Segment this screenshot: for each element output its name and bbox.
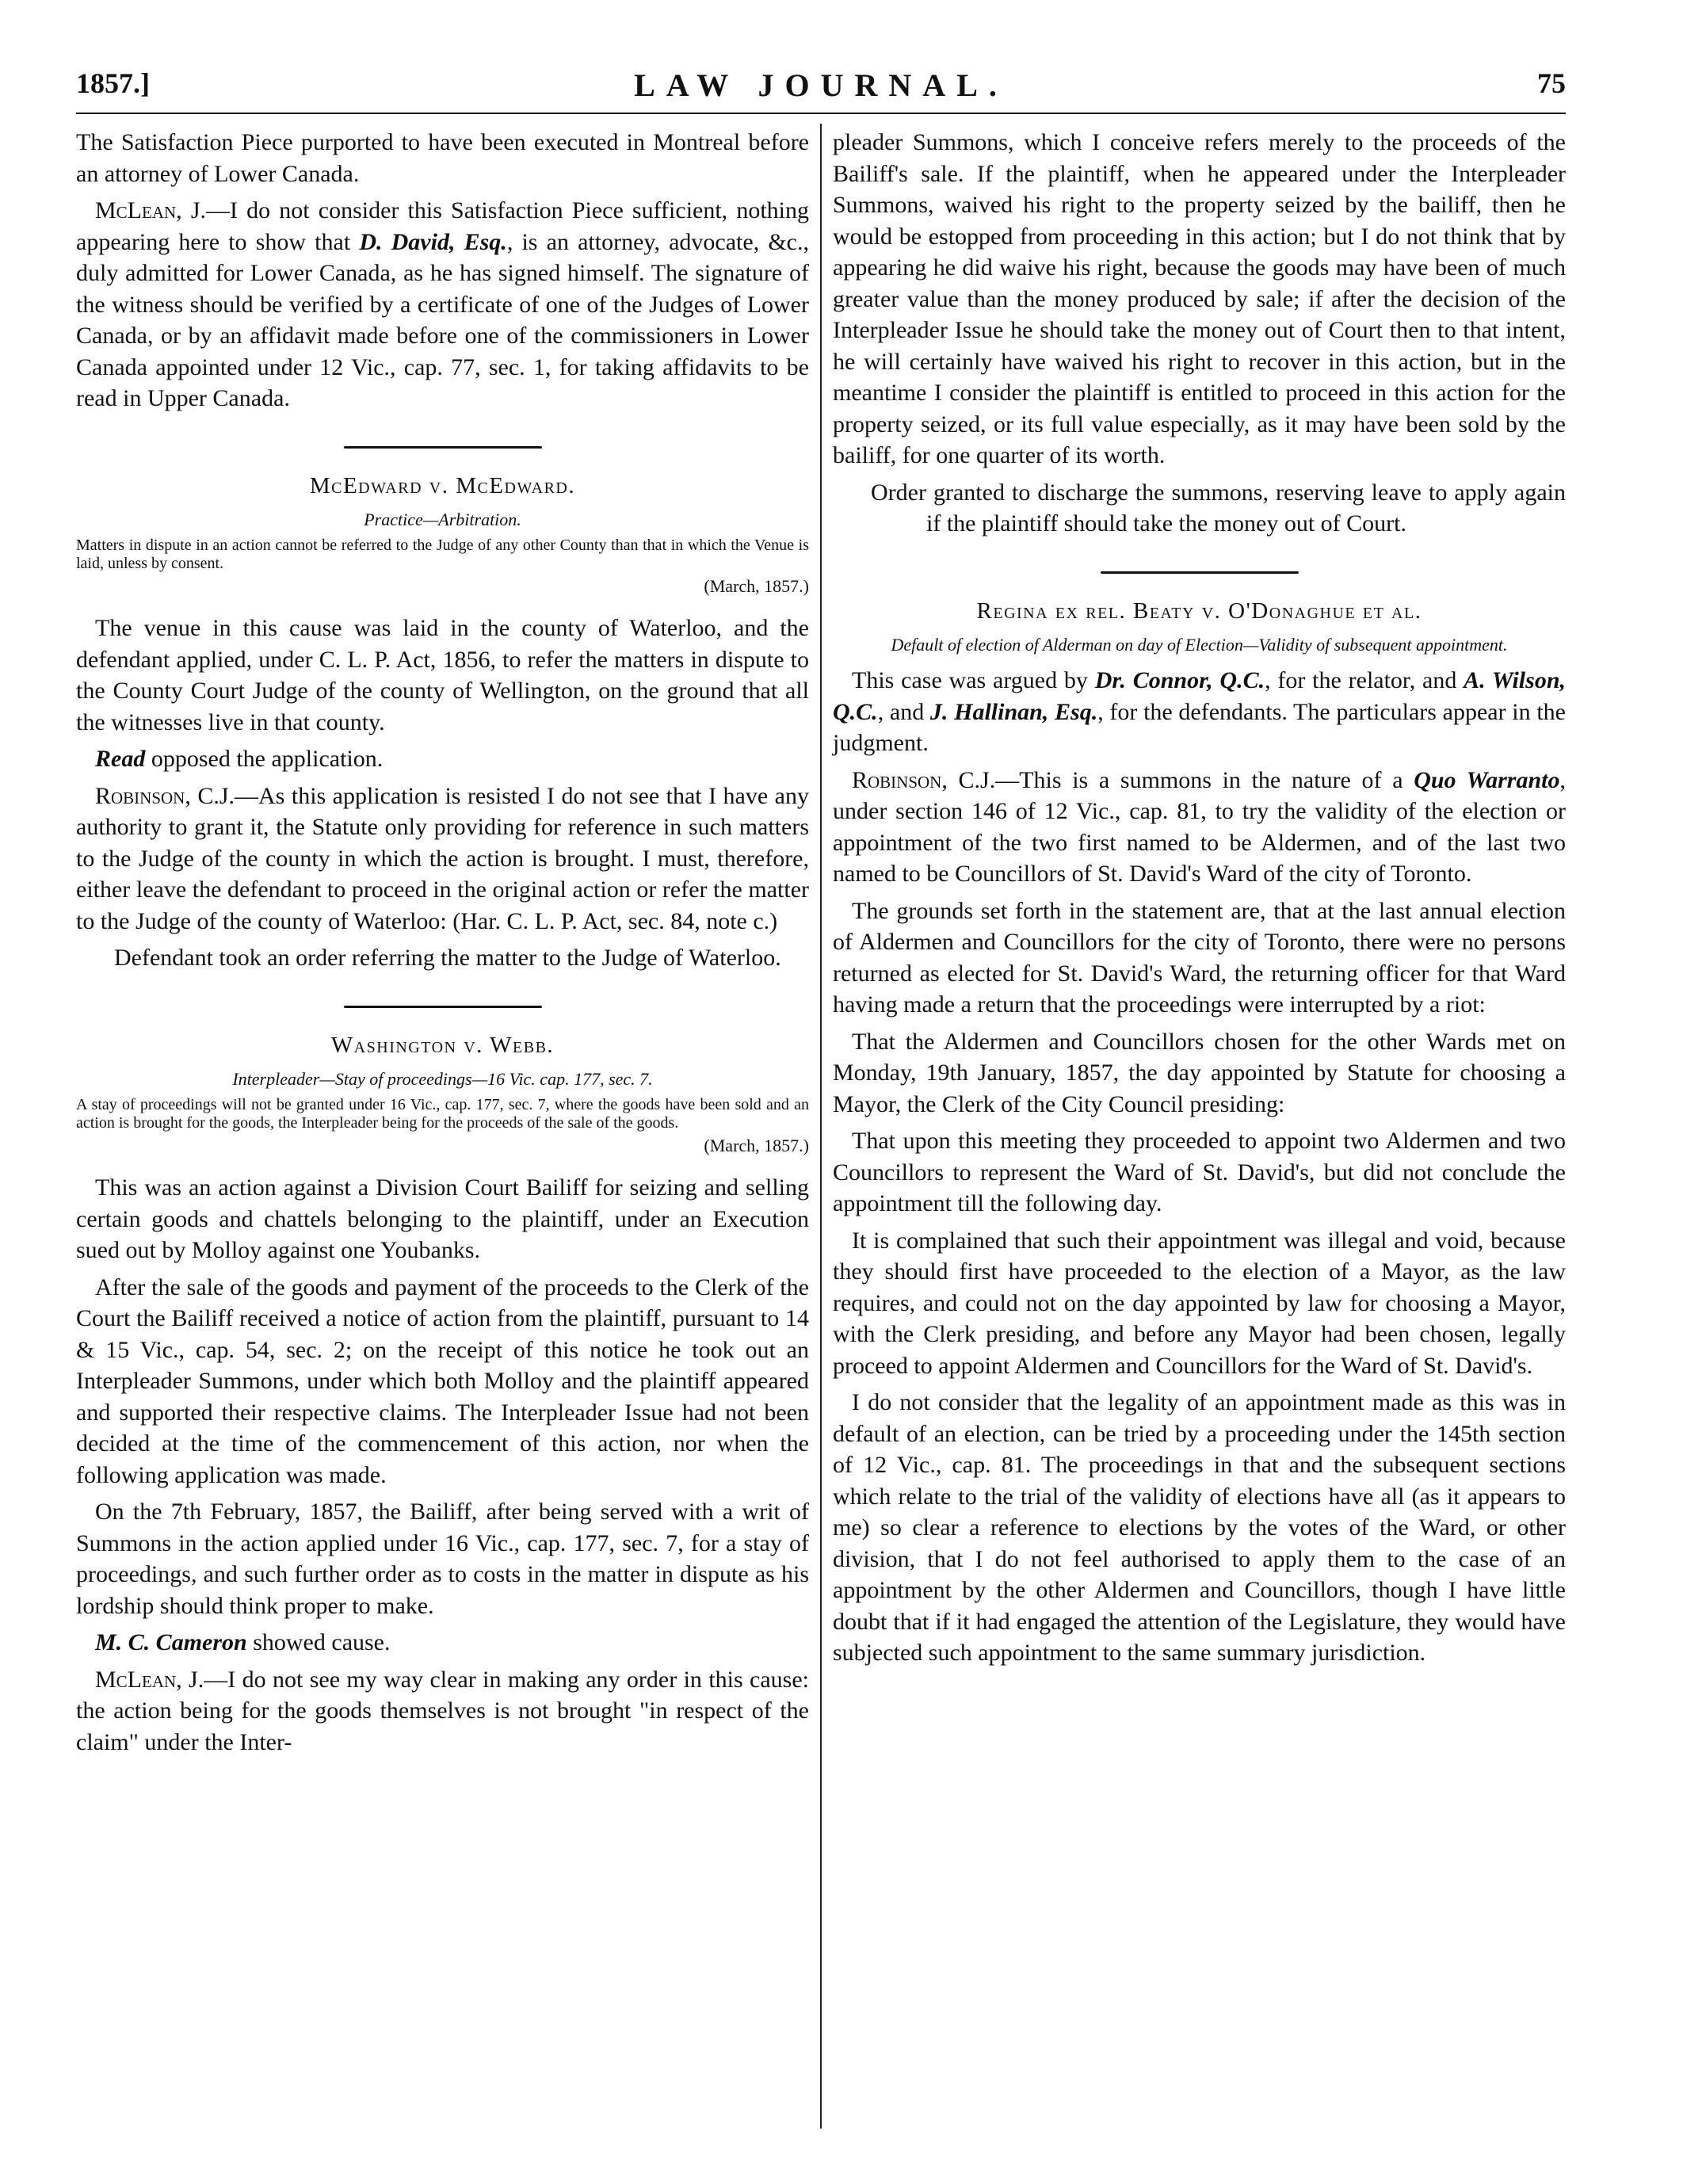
case-title: Regina ex rel. Beaty v. O'Donaghue et al. [976,598,1422,624]
case-date: (March, 1857.) [704,1136,809,1155]
text-run: —As this application is resisted I do not see that I have any authority to grant it, the Statute only providing for reference in such matters to the Judge of the county in which the action is brought. I must, therefore, either leave the defendant to proceed in the original action or refer the matter to the Judge of the county of Waterloo: (Har. C. L. P. Act, sec. 84, note c.) [76,782,809,934]
paragraph: The venue in this cause was laid in the county of Waterloo, and the defendant applied, under C. L. P. Act, 1856, to refer the matters in dispute to the County Court Judge of the county of Wellington, on the ground that all the witnesses live in that county. [76,615,809,735]
paragraph: pleader Summons, which I conceive refers merely to the proceeds of the Bailiff's sale. If the plaintiff, when he appeared under the Interpleader Summons, waived his right to the property seized by the bailiff, then he would be estopped from proceeding in this action; but I do not think that by appearing he did waive his right, because the goods may have been of much greater value than the money produced by sale; if after the decision of the Interpleader Issue he should take the money out of Court then to that intent, he will certainly have waived his right to recover in this action, but in the meantime I consider the plaintiff is entitled to proceed in this action for the property seized, or its full value especially, as it may have been sold by the bailiff, for one quarter of its worth. [833,129,1566,468]
text-run: , for the relator, and [1265,667,1464,693]
right-column [833,127,1566,1674]
paragraph: After the sale of the goods and payment of the proceeds to the Clerk of the Court the Bailiff received a notice of action from the plaintiff, pursuant to 14 & 15 Vic., cap. 54, sec. 2; on the receipt of this notice he took out an Interpleader Summons, under which both Molloy and the plaintiff appeared and supported their respective claims. The Interpleader Issue had not been decided at the time of the commencement of this action, nor when the following application was made. [76,1273,809,1488]
text-run: , for the defendants. The particulars appear in the judgment. [833,698,1566,756]
party-name: Read [95,746,146,772]
paragraph [833,665,1566,759]
case-topic: Interpleader—Stay of proceedings—16 Vic. cap. 177, sec. 7. [232,1069,653,1089]
text-run: This case was argued by [852,667,1095,693]
case-date: (March, 1857.) [704,576,809,596]
text-run: —I do not see my way clear in making any order in this cause: the action being for the goods themselves is not brought "in respect of the claim" under the Inter- [76,1666,809,1755]
paragraph [76,743,809,775]
header-year: 1857.] [76,67,150,99]
judge-name: Robinson, C.J. [852,766,996,793]
paragraph: The Satisfaction Piece purported to have been executed in Montreal before an attorney of Lower Canada. [76,129,809,187]
text-run: opposed the application. [145,746,384,772]
judge-name: McLean, J. [95,197,206,223]
paragraph: That upon this meeting they proceeded to appoint two Aldermen and two Councillors to represent the Ward of St. David's, but did not conclude the appointment till the following day. [833,1128,1566,1216]
order-text: Order granted to discharge the summons, reserving leave to apply again if the plaintiff should take the money out of Court. [871,479,1566,536]
text-run: —I do not consider this Satisfaction Piece sufficient, nothing appearing here to show that [76,197,810,255]
party-name: A. Wilson, Q.C. [833,667,1567,725]
paragraph [76,1627,809,1659]
party-name: M. C. Cameron [95,1629,247,1655]
text-run: , is an attorney, advocate, &c., duly admitted for Lower Canada, as he has signed himself. The signature of the witness should be verified by a certificate of one of the Judges of Lower Canada, or by an affidavit made before one of the commissioners in Lower Canada appointed under 12 Vic., cap. 77, sec. 1, for taking affidavits to be read in Upper Canada. [76,228,809,411]
paragraph: On the 7th February, 1857, the Bailiff, after being served with a writ of Summons in the action applied under 16 Vic., cap. 177, sec. 7, for a stay of proceedings, and such further order as to costs in the matter in dispute as his lordship should think proper to make. [76,1499,809,1619]
section-rule [344,1006,542,1008]
text-run: —This is a summons in the nature of a [995,766,1414,793]
paragraph [76,781,809,937]
paragraph: This was an action against a Division Court Bailiff for seizing and selling certain goods and chattels belonging to the plaintiff, under an Execution sued out by Molloy against one Youbanks. [76,1174,809,1263]
text-run: showed cause. [246,1629,391,1655]
judge-name: Robinson, C.J. [95,782,235,809]
paragraph [833,765,1566,890]
party-name: Quo Warranto [1414,766,1560,793]
paragraph: I do not consider that the legality of an appointment made as this was in default of an election, can be tried by a proceeding under the 145th section of 12 Vic., cap. 81. The proceedings in that and the subsequent sections which relate to the trial of the validity of elections have all (as it appears to me) so clear a reference to elections by the votes of the Ward, or other division, that I do not feel authorised to apply them to the case of an appointment by the other Aldermen and Councillors, though I have little doubt that if it had engaged the attention of the Legislature, they would have subjected such appointment to the same summary jurisdiction. [833,1389,1566,1666]
party-name: D. David, Esq. [359,228,507,255]
headnote: Matters in dispute in an action cannot be referred to the Judge of any other County than that in which the Venue is laid, unless by consent. [76,536,809,572]
order-text: Defendant took an order referring the matter to the Judge of Waterloo. [114,945,781,971]
case-title: Washington v. Webb. [330,1032,555,1058]
text-run: , and [877,698,930,725]
headnote: A stay of proceedings will not be granted under 16 Vic., cap. 177, sec. 7, where the goods have been sold and an action is brought for the goods, the Interpleader being for the proceeds of the sale of the goods. [76,1096,809,1132]
case-topic: Practice—Arbitration. [364,510,521,529]
text-run: , under section 146 of 12 Vic., cap. 81, to try the validity of the election or appointment of the two first named to be Aldermen, and of the last two named to be Councillors of St. David's Ward of the city of Toronto. [833,766,1566,887]
case-title: McEdward v. McEdward. [309,472,576,498]
paragraph [76,195,809,414]
case-topic: Default of election of Alderman on day of Election—Validity of subsequent appointment. [891,635,1508,655]
page-number: 75 [1537,67,1566,99]
header-title: LAW JOURNAL. [634,67,1008,103]
journal-page [76,62,1566,2138]
paragraph: That the Aldermen and Councillors chosen for the other Wards met on Monday, 19th January, 1857, the day appointed by Statute for choosing a Mayor, the Clerk of the City Council presiding: [833,1028,1566,1117]
left-column [76,127,809,1763]
paragraph: It is complained that such their appointment was illegal and void, because they should first have proceeded to the election of a Mayor, as the law requires, and could not on the day appointed by law for choosing a Mayor, with the Clerk presiding, and before any Mayor had been chosen, legally proceed to appoint Aldermen and Councillors for the Ward of St. David's. [833,1227,1566,1379]
section-rule [1101,571,1299,574]
judge-name: McLean, J. [95,1666,204,1693]
paragraph: The grounds set forth in the statement are, that at the last annual election of Aldermen and Councillors for the city of Toronto, there were no persons returned as elected for St. David's Ward, the returning officer for that Ward having made a return that the proceedings were interrupted by a riot: [833,897,1566,1018]
party-name: Dr. Connor, Q.C. [1094,667,1265,693]
section-rule [344,446,542,449]
column-divider [820,124,822,2129]
paragraph [76,1664,809,1758]
party-name: J. Hallinan, Esq. [929,698,1098,725]
page-header [76,62,1566,114]
